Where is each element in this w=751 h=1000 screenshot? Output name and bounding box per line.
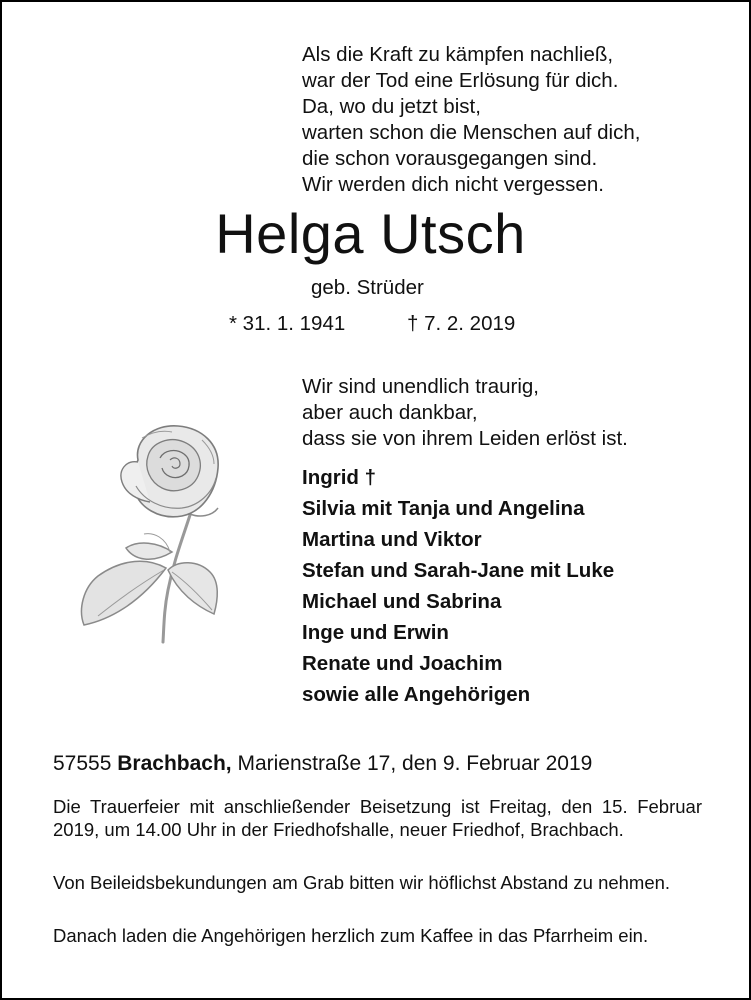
mourning-text bbox=[302, 374, 628, 452]
family-member: Stefan und Sarah-Jane mit Luke bbox=[302, 559, 615, 582]
poem-line: Wir werden dich nicht vergessen. bbox=[302, 173, 604, 196]
mourning-line: Wir sind unendlich traurig, bbox=[302, 375, 539, 398]
family-member: Renate und Joachim bbox=[302, 652, 503, 675]
family-member: Ingrid † bbox=[302, 466, 377, 489]
family-member: Michael und Sabrina bbox=[302, 590, 502, 613]
postcode: 57555 bbox=[53, 752, 112, 775]
family-member: sowie alle Angehörigen bbox=[302, 683, 531, 706]
town: Brachbach, bbox=[117, 752, 232, 775]
family-member: Silvia mit Tanja und Angelina bbox=[302, 497, 585, 520]
coffee-info: Danach laden die Angehörigen herzlich zum Kaffee in das Pfarrheim ein. bbox=[53, 925, 649, 946]
street-date: Marienstraße 17, den 9. Februar 2019 bbox=[237, 752, 593, 775]
deceased-name: Helga Utsch bbox=[215, 202, 526, 265]
ceremony-info: Die Trauerfeier mit anschließender Beisetzung ist Freitag, den 15. Februar 2019, um 14.00 Uhr in der Friedhofshalle, neuer Friedhof, Brachbach. bbox=[53, 796, 702, 840]
rose-icon bbox=[78, 420, 223, 645]
poem-line: war der Tod eine Erlösung für dich. bbox=[302, 69, 619, 92]
family-member: Inge und Erwin bbox=[302, 621, 449, 644]
condolence-info: Von Beileidsbekundungen am Grab bitten wir höflichst Abstand zu nehmen. bbox=[53, 872, 671, 893]
family-member: Martina und Viktor bbox=[302, 528, 482, 551]
address-line bbox=[53, 751, 592, 777]
mourning-line: dass sie von ihrem Leiden erlöst ist. bbox=[302, 427, 628, 450]
family-list bbox=[302, 462, 614, 710]
mourning-line: aber auch dankbar, bbox=[302, 401, 478, 424]
death-date: † 7. 2. 2019 bbox=[407, 312, 516, 335]
birth-date: * 31. 1. 1941 bbox=[229, 312, 346, 335]
poem-line: die schon vorausgegangen sind. bbox=[302, 147, 598, 170]
poem-line: Als die Kraft zu kämpfen nachließ, bbox=[302, 43, 614, 66]
maiden-name: geb. Strüder bbox=[311, 276, 424, 299]
poem-line: warten schon die Menschen auf dich, bbox=[302, 121, 641, 144]
poem bbox=[302, 42, 640, 198]
poem-line: Da, wo du jetzt bist, bbox=[302, 95, 481, 118]
